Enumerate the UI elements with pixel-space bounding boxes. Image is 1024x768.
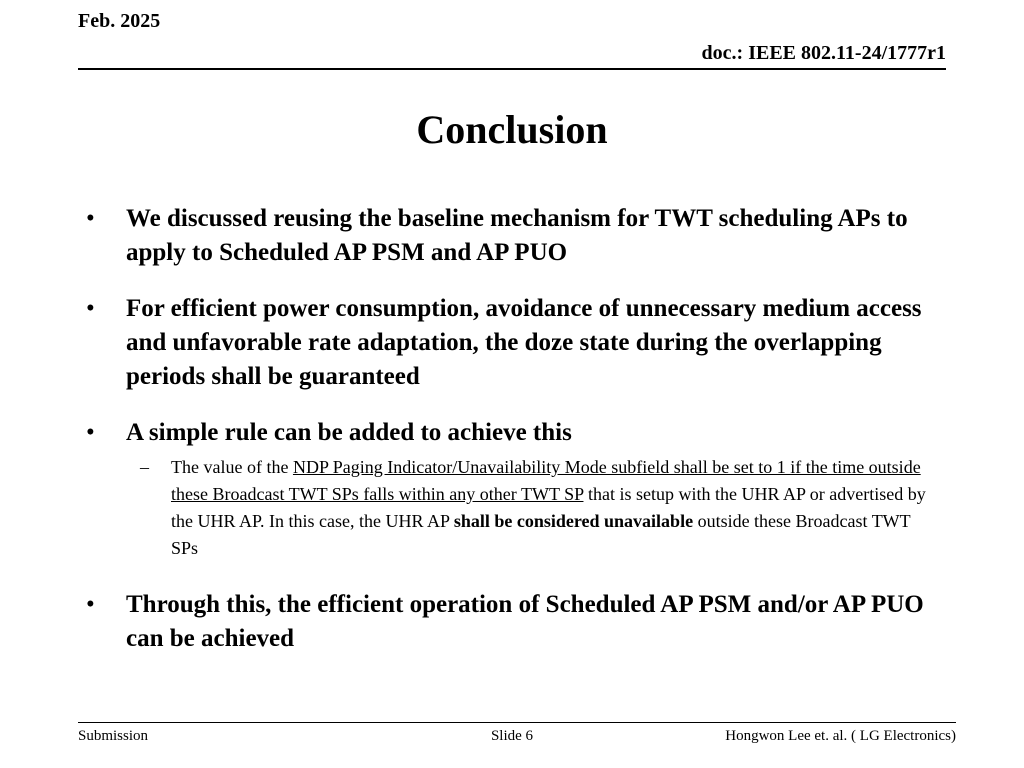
slide-content bbox=[86, 202, 956, 678]
bullet-item bbox=[86, 292, 956, 394]
header-doc-id: doc.: IEEE 802.11-24/1777r1 bbox=[701, 42, 946, 64]
footer-slide-number: Slide 6 bbox=[490, 728, 534, 744]
sub-text-part1: The value of the bbox=[171, 457, 293, 477]
footer-author: Hongwon Lee et. al. ( LG Electronics) bbox=[725, 728, 956, 744]
sub-bullet-item bbox=[126, 454, 941, 562]
header-date: Feb. 2025 bbox=[78, 10, 161, 32]
sub-text-part3: that is setup with the UHR AP or advertised by the UHR AP. In this case, the UHR AP bbox=[171, 484, 926, 531]
sub-text-bold: shall be considered unavailable bbox=[453, 511, 694, 531]
bullet-text: Through this, the efficient operation of Scheduled AP PSM and/or AP PUO can be achieved bbox=[126, 591, 924, 652]
bullet-marker: • bbox=[86, 205, 95, 232]
bullet-marker: • bbox=[86, 591, 95, 618]
sub-bullet-marker: – bbox=[140, 457, 149, 477]
footer-divider bbox=[78, 722, 956, 723]
slide-title: Conclusion bbox=[416, 107, 608, 152]
bullet-text: A simple rule can be added to achieve this bbox=[126, 419, 572, 446]
bullet-item bbox=[86, 416, 956, 450]
footer-submission: Submission bbox=[78, 728, 149, 744]
bullet-marker: • bbox=[86, 295, 95, 322]
bullet-marker: • bbox=[86, 419, 95, 446]
header-divider bbox=[78, 68, 946, 70]
sub-text-part5: outside these Broadcast TWT SPs bbox=[171, 511, 911, 558]
bullet-item bbox=[86, 588, 956, 656]
bullet-text: For efficient power consumption, avoidance of unnecessary medium access and unfavorable rate adaptation, the doze state during the overlapping periods shall be guaranteed bbox=[126, 295, 922, 390]
sub-text-underlined: NDP Paging Indicator/Unavailability Mode subfield shall be set to 1 if the time outside these Broadcast TWT SPs falls within any other TWT SP bbox=[171, 457, 921, 504]
bullet-text: We discussed reusing the baseline mechanism for TWT scheduling APs to apply to Scheduled AP PSM and AP PUO bbox=[126, 205, 908, 266]
bullet-item bbox=[86, 202, 956, 270]
